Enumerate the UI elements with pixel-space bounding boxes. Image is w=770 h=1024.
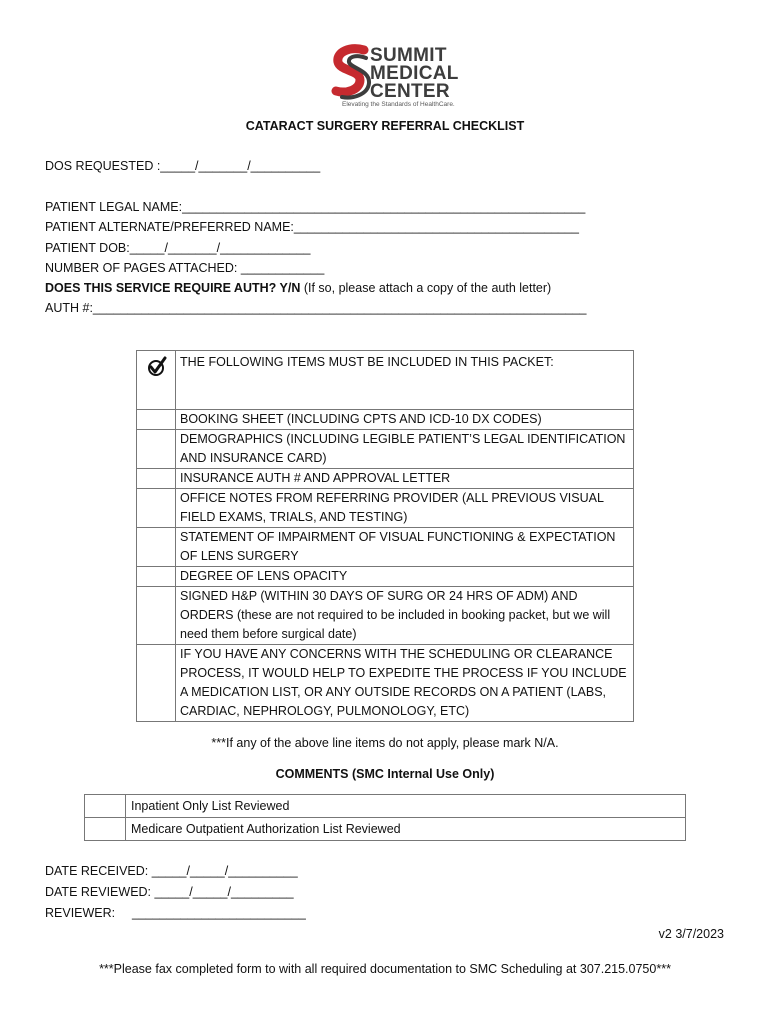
checklist-row — [137, 528, 634, 567]
checklist-checkbox[interactable] — [137, 430, 176, 469]
checklist-checkbox[interactable] — [137, 645, 176, 722]
checklist-checkbox[interactable] — [137, 587, 176, 645]
logo-word-medical: MEDICAL — [370, 63, 459, 84]
checklist-note: ***If any of the above line items do not apply, please mark N/A. — [211, 736, 559, 750]
comments-row — [85, 818, 686, 841]
auth-question — [45, 281, 551, 296]
date-reviewed-field[interactable]: DATE REVIEWED: _____/_____/_________ — [45, 885, 294, 899]
checklist-item: SIGNED H&P (WITHIN 30 DAYS OF SURG OR 24 HRS OF ADM) AND ORDERS (these are not required to be included in booking packet, but we will need them before surgical date) — [176, 587, 634, 645]
logo-tagline: Elevating the Standards of HealthCare. — [342, 101, 455, 108]
checklist-checkbox[interactable] — [137, 567, 176, 587]
comments-title: COMMENTS (SMC Internal Use Only) — [275, 767, 495, 781]
comments-item: Inpatient Only List Reviewed — [126, 795, 686, 818]
checklist-row — [137, 410, 634, 430]
checklist-checkbox[interactable] — [137, 410, 176, 430]
patient-legal-name-field[interactable]: PATIENT LEGAL NAME:__________________________________________________________ — [45, 200, 586, 214]
page-title: CATARACT SURGERY REFERRAL CHECKLIST — [245, 119, 525, 133]
checklist-header-row — [137, 351, 634, 410]
checklist-table — [136, 350, 634, 722]
checklist-row — [137, 587, 634, 645]
checkmark-icon — [137, 353, 175, 383]
checklist-header: THE FOLLOWING ITEMS MUST BE INCLUDED IN THIS PACKET: — [176, 351, 634, 410]
checklist-row — [137, 567, 634, 587]
checklist-row — [137, 645, 634, 722]
checklist-row — [137, 469, 634, 489]
version-label: v2 3/7/2023 — [658, 927, 724, 941]
comments-row — [85, 795, 686, 818]
summit-s-logo-icon — [330, 44, 374, 100]
dos-requested-field[interactable]: DOS REQUESTED :_____/_______/__________ — [45, 159, 321, 173]
comments-item: Medicare Outpatient Authorization List Reviewed — [126, 818, 686, 841]
checklist-item: STATEMENT OF IMPAIRMENT OF VISUAL FUNCTIONING & EXPECTATION OF LENS SURGERY — [176, 528, 634, 567]
comments-checkbox[interactable] — [85, 818, 126, 841]
checkmark-cell — [137, 351, 176, 410]
summit-medical-center-logo — [330, 44, 478, 106]
patient-alternate-name-field[interactable]: PATIENT ALTERNATE/PREFERRED NAME:_________________________________________ — [45, 220, 579, 234]
checklist-row — [137, 430, 634, 469]
checklist-checkbox[interactable] — [137, 528, 176, 567]
pages-attached-field[interactable]: NUMBER OF PAGES ATTACHED: ____________ — [45, 261, 325, 275]
checklist-item: IF YOU HAVE ANY CONCERNS WITH THE SCHEDULING OR CLEARANCE PROCESS, IT WOULD HELP TO EXPEDITE THE PROCESS IF YOU INCLUDE A MEDICATION LIST, OR ANY OUTSIDE RECORDS ON A PATIENT (LABS, CARDIAC, NEPHROLOGY, PULMONOLOGY, ETC) — [176, 645, 634, 722]
comments-table — [84, 794, 686, 841]
patient-dob-field[interactable]: PATIENT DOB:_____/_______/_____________ — [45, 241, 311, 255]
checklist-checkbox[interactable] — [137, 469, 176, 489]
date-received-field[interactable]: DATE RECEIVED: _____/_____/__________ — [45, 864, 298, 878]
logo-word-summit: SUMMIT — [370, 45, 447, 66]
auth-question-label: DOES THIS SERVICE REQUIRE AUTH? Y/N — [45, 281, 301, 295]
comments-checkbox[interactable] — [85, 795, 126, 818]
checklist-checkbox[interactable] — [137, 489, 176, 528]
checklist-item: DEGREE OF LENS OPACITY — [176, 567, 634, 587]
logo-word-center: CENTER — [370, 81, 450, 102]
reviewer-field[interactable]: _________________________ — [132, 906, 306, 920]
reviewer-label: REVIEWER: — [45, 906, 116, 920]
checklist-item: INSURANCE AUTH # AND APPROVAL LETTER — [176, 469, 634, 489]
checklist-item: BOOKING SHEET (INCLUDING CPTS AND ICD-10 DX CODES) — [176, 410, 634, 430]
checklist-item: OFFICE NOTES FROM REFERRING PROVIDER (ALL PREVIOUS VISUAL FIELD EXAMS, TRIALS, AND TESTING) — [176, 489, 634, 528]
fax-instructions: ***Please fax completed form to with all required documentation to SMC Scheduling at 307.215.0750*** — [99, 962, 671, 976]
auth-question-note: (If so, please attach a copy of the auth letter) — [300, 281, 552, 295]
auth-number-field[interactable]: AUTH #:_______________________________________________________________________ — [45, 301, 587, 315]
checklist-row — [137, 489, 634, 528]
checklist-item: DEMOGRAPHICS (INCLUDING LEGIBLE PATIENT’S LEGAL IDENTIFICATION AND INSURANCE CARD) — [176, 430, 634, 469]
